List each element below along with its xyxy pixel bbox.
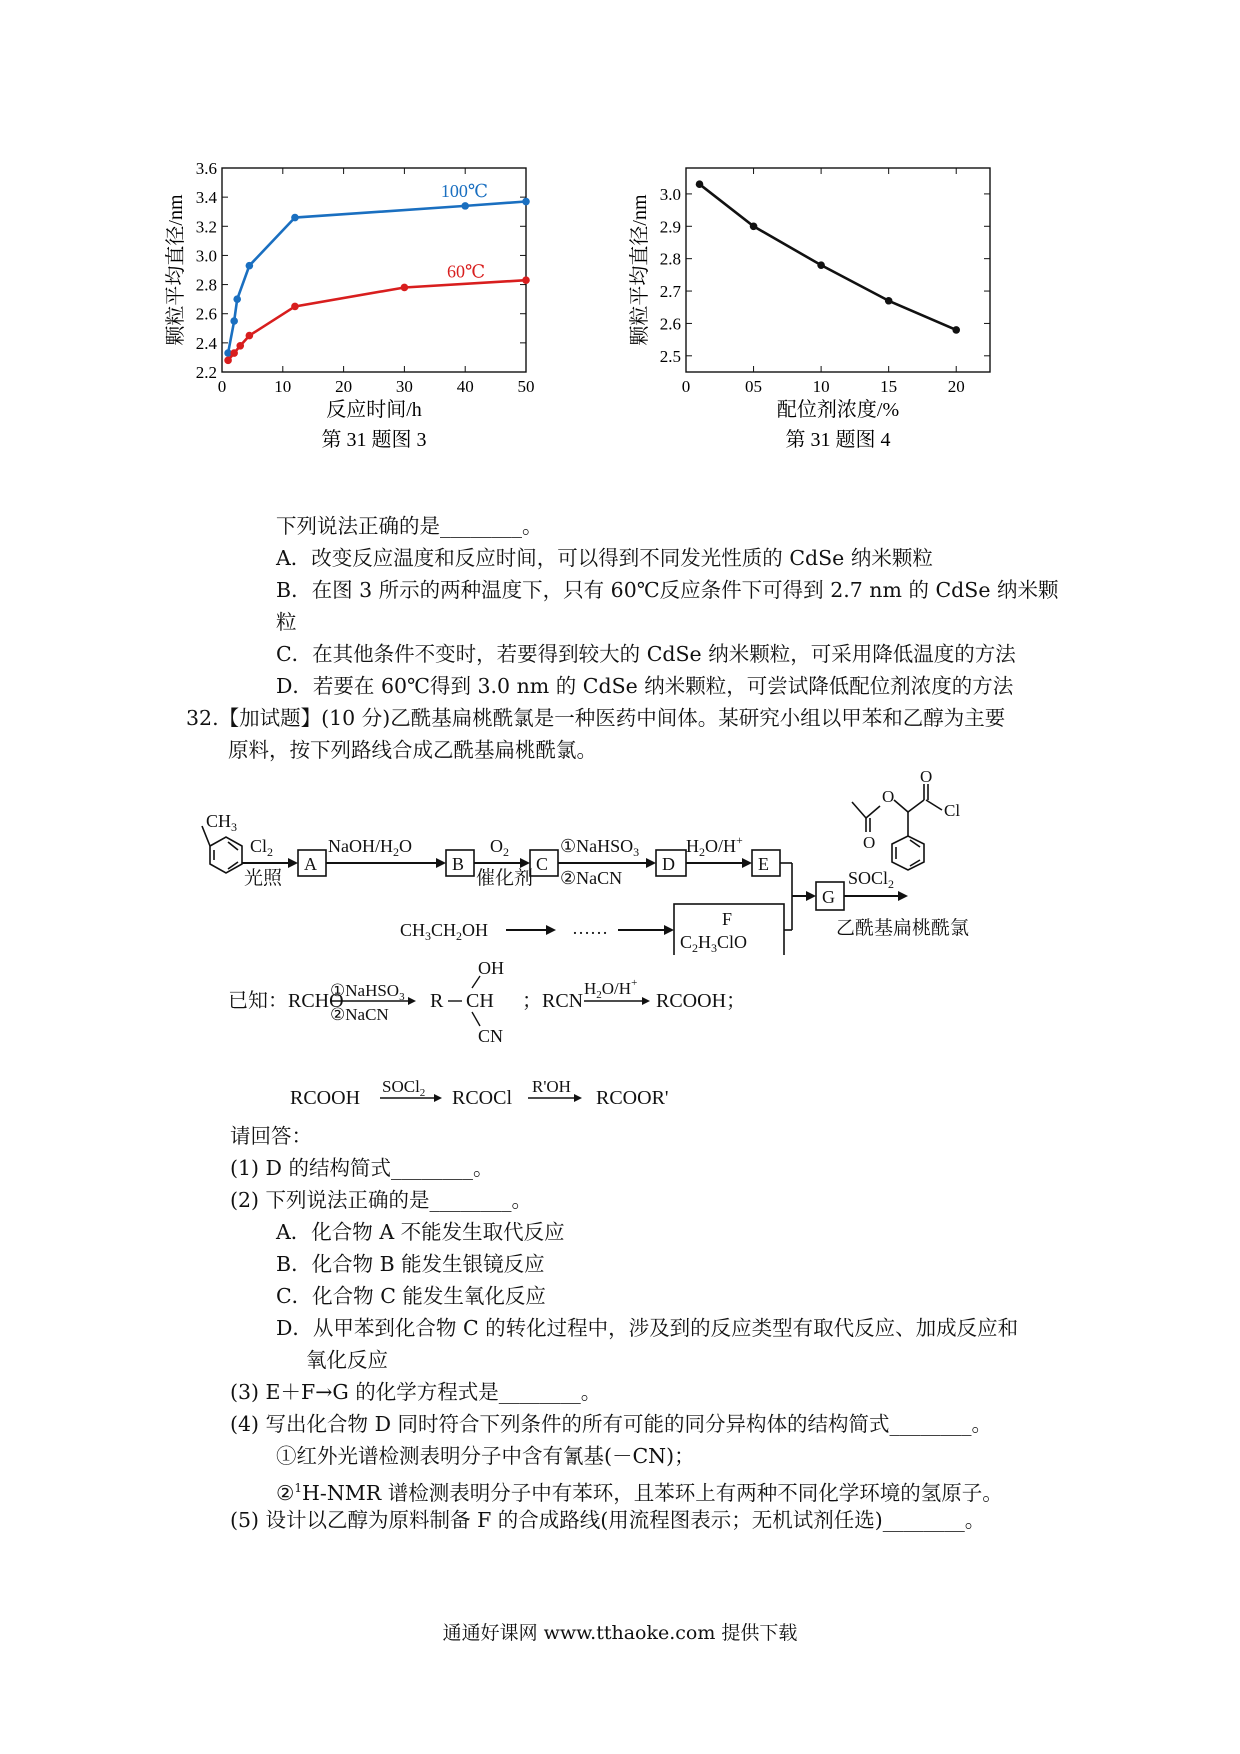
q32-sub-4-cond-1: ①红外光谱检测表明分子中含有氰基(－CN)；	[276, 1444, 695, 1468]
q32-sub-1: (1) D 的结构简式________。	[230, 1156, 494, 1180]
y-axis-label: 颗粒平均直径/nm	[629, 194, 651, 346]
known-cond-3: $H_2O/H^+$	[584, 977, 638, 1001]
y-tick-label: 2.6	[195, 304, 217, 324]
data-point	[236, 342, 244, 350]
known-reactions	[200, 958, 760, 1068]
condition-naoh: NaOH/$H_2O$	[328, 836, 412, 859]
known-cn: CN	[478, 1026, 504, 1046]
condition-o2: $O_2$	[490, 836, 509, 859]
y-tick-label: 2.4	[195, 333, 217, 353]
known-reactions-2	[290, 1068, 710, 1118]
data-point	[230, 349, 238, 357]
y-tick-label: 3.2	[195, 217, 217, 237]
x-axis-label: 配位剂浓度/%	[776, 399, 900, 421]
chart-caption: 第 31 题图 3	[321, 429, 427, 451]
q31-option-b-cont: 粒	[276, 610, 297, 634]
data-point	[952, 326, 960, 334]
known-cond-4: SOCl$_2$	[382, 1077, 426, 1099]
y-tick-label: 2.7	[659, 282, 681, 302]
known-rcooh: RCOOH；	[656, 990, 747, 1012]
y-tick-label: 2.9	[659, 217, 681, 237]
data-point	[522, 198, 530, 206]
known-cond-5: R'OH	[532, 1077, 571, 1096]
known-rcoor: RCOOR'	[596, 1087, 669, 1109]
x-axis-label: 反应时间/h	[326, 399, 422, 421]
answer-heading: 请回答：	[230, 1124, 312, 1148]
known-cond-1: ①NaHSO$_3$	[330, 981, 405, 1003]
data-point	[522, 276, 530, 284]
ester-oxygen: O	[882, 787, 895, 806]
compound-d-label: D	[662, 854, 675, 874]
q31-prompt: 下列说法正确的是________。	[276, 514, 543, 538]
known-rcn: ；RCN	[522, 990, 584, 1012]
acyl-carbonyl-oxygen: O	[920, 770, 933, 786]
x-tick-label: 20	[335, 377, 353, 396]
compound-b-label: B	[452, 854, 465, 874]
condition-catalyst: 催化剂	[476, 868, 534, 889]
y-tick-label: 3.4	[195, 188, 217, 208]
plot-frame	[686, 168, 990, 372]
y-tick-label: 3.6	[195, 159, 217, 178]
condition-socl2: SOCl$_2$	[848, 868, 895, 891]
q32-sub-2: (2) 下列说法正确的是________。	[230, 1188, 533, 1212]
condition-nahso3: ①NaHSO$_3$	[560, 836, 640, 859]
condition-cl2: $Cl_2$	[250, 836, 274, 859]
compound-a-label: A	[304, 854, 317, 874]
footer-source: 通通好课网 www.tthaoke.com 提供下载	[442, 1622, 798, 1644]
known-cond-2: ②NaCN	[330, 1005, 389, 1024]
y-tick-label: 2.6	[659, 314, 681, 334]
q32-sub-2-d-cont: 氧化反应	[306, 1348, 388, 1372]
data-point	[246, 332, 254, 340]
data-point	[750, 222, 758, 230]
q32-heading: 32.【加试题】(10 分)乙酰基扁桃酰氯是一种医药中间体。某研究小组以甲苯和乙醇为主要	[186, 706, 1006, 730]
known-rcooh-2: RCOOH	[290, 1087, 361, 1109]
condition-hydrolysis: $H_2O/H^+$	[686, 833, 743, 859]
q31-option-a: A．改变反应温度和反应时间，可以得到不同发光性质的 CdSe 纳米颗粒	[276, 546, 933, 570]
q31-option-c: C．在其他条件不变时，若要得到较大的 CdSe 纳米颗粒，可采用降低温度的方法	[276, 642, 1016, 666]
compound-e-label: E	[758, 854, 769, 874]
q31-option-b: B．在图 3 所示的两种温度下，只有 60℃反应条件下可得到 2.7 nm 的 CdSe 纳米颗	[276, 578, 1059, 602]
q32-sub-2-b: B．化合物 B 能发生银镜反应	[276, 1252, 545, 1276]
x-tick-label: 0	[217, 377, 227, 396]
y-tick-label: 2.5	[659, 346, 681, 366]
known-label: 已知：RCHO	[228, 990, 344, 1012]
y-tick-label: 3.0	[659, 184, 681, 204]
x-tick-label: 40	[456, 377, 474, 396]
q32-sub-2-c: C．化合物 C 能发生氧化反应	[276, 1284, 546, 1308]
ethanol-label: $CH_3CH_2OH$	[400, 920, 489, 943]
x-tick-label: 30	[395, 377, 413, 396]
chart-ligand-concentration	[630, 165, 1050, 495]
data-point	[246, 262, 254, 270]
methyl-label: $CH_3$	[206, 811, 238, 834]
y-axis-label: 颗粒平均直径/nm	[165, 194, 187, 346]
q32-sub-3: (3) E＋F→G 的化学方程式是________。	[230, 1380, 602, 1404]
compound-g-label: G	[822, 887, 835, 907]
chart-caption: 第 31 题图 4	[785, 429, 891, 451]
y-tick-label: 2.2	[195, 363, 217, 382]
data-point	[224, 357, 232, 365]
data-point	[885, 297, 893, 305]
y-tick-label: 2.8	[195, 275, 217, 295]
x-tick-label: 20	[947, 377, 965, 396]
compound-c-label: C	[536, 854, 549, 874]
ester-carbonyl-oxygen: O	[863, 833, 876, 852]
compound-f-formula: $C_2H_3ClO$	[680, 932, 748, 955]
data-point	[461, 202, 469, 210]
product-structure	[852, 784, 942, 870]
product-name: 乙酰基扁桃酰氯	[836, 918, 970, 939]
q32-sub-2-a: A．化合物 A 不能发生取代反应	[276, 1220, 565, 1244]
y-tick-label: 2.8	[659, 249, 681, 269]
condition-nacn: ②NaCN	[560, 868, 623, 888]
q32-sub-4: (4) 写出化合物 D 同时符合下列条件的所有可能的同分异构体的结构简式________。	[230, 1412, 993, 1436]
x-tick-label: 50	[517, 377, 535, 396]
known-oh: OH	[478, 958, 504, 978]
condition-light: 光照	[244, 868, 283, 889]
data-point	[230, 317, 238, 325]
known-ch: CH	[466, 990, 494, 1012]
chlorine-atom: Cl	[944, 801, 961, 820]
data-point	[817, 261, 825, 269]
data-point	[233, 295, 241, 303]
q32-sub-4-cond-2: ②$^1$H-NMR 谱检测表明分子中有苯环，且苯环上有两种不同化学环境的氢原子。	[276, 1480, 1003, 1505]
x-tick-label: 15	[880, 377, 898, 396]
data-point	[291, 303, 299, 311]
known-rcocl: RCOCl	[452, 1087, 513, 1109]
data-point	[291, 214, 299, 222]
q32-sub-5: (5) 设计以乙醇为原料制备 F 的合成路线(用流程图表示；无机试剂任选)________。	[230, 1508, 986, 1532]
q31-option-d: D．若要在 60℃得到 3.0 nm 的 CdSe 纳米颗粒，可尝试降低配位剂浓度的方法	[276, 674, 1014, 698]
x-tick-label: 10	[274, 377, 292, 396]
x-tick-label: 05	[745, 377, 763, 396]
q32-heading-cont: 原料，按下列路线合成乙酰基扁桃酰氯。	[228, 738, 597, 762]
chart-reaction-time	[165, 159, 610, 495]
known-r: R	[430, 990, 444, 1012]
x-tick-label: 10	[812, 377, 830, 396]
ellipsis: ……	[572, 918, 608, 938]
data-point	[696, 180, 704, 188]
series-line	[700, 184, 957, 330]
x-tick-label: 0	[681, 377, 691, 396]
synthesis-scheme	[180, 770, 1100, 955]
compound-f-label: F	[722, 909, 733, 929]
series-label: 60℃	[446, 261, 486, 282]
data-point	[401, 284, 409, 292]
series-line	[228, 280, 526, 360]
y-tick-label: 3.0	[195, 246, 217, 266]
series-label: 100℃	[440, 181, 489, 202]
q32-sub-2-d: D．从甲苯到化合物 C 的转化过程中，涉及到的反应类型有取代反应、加成反应和	[276, 1316, 1019, 1340]
